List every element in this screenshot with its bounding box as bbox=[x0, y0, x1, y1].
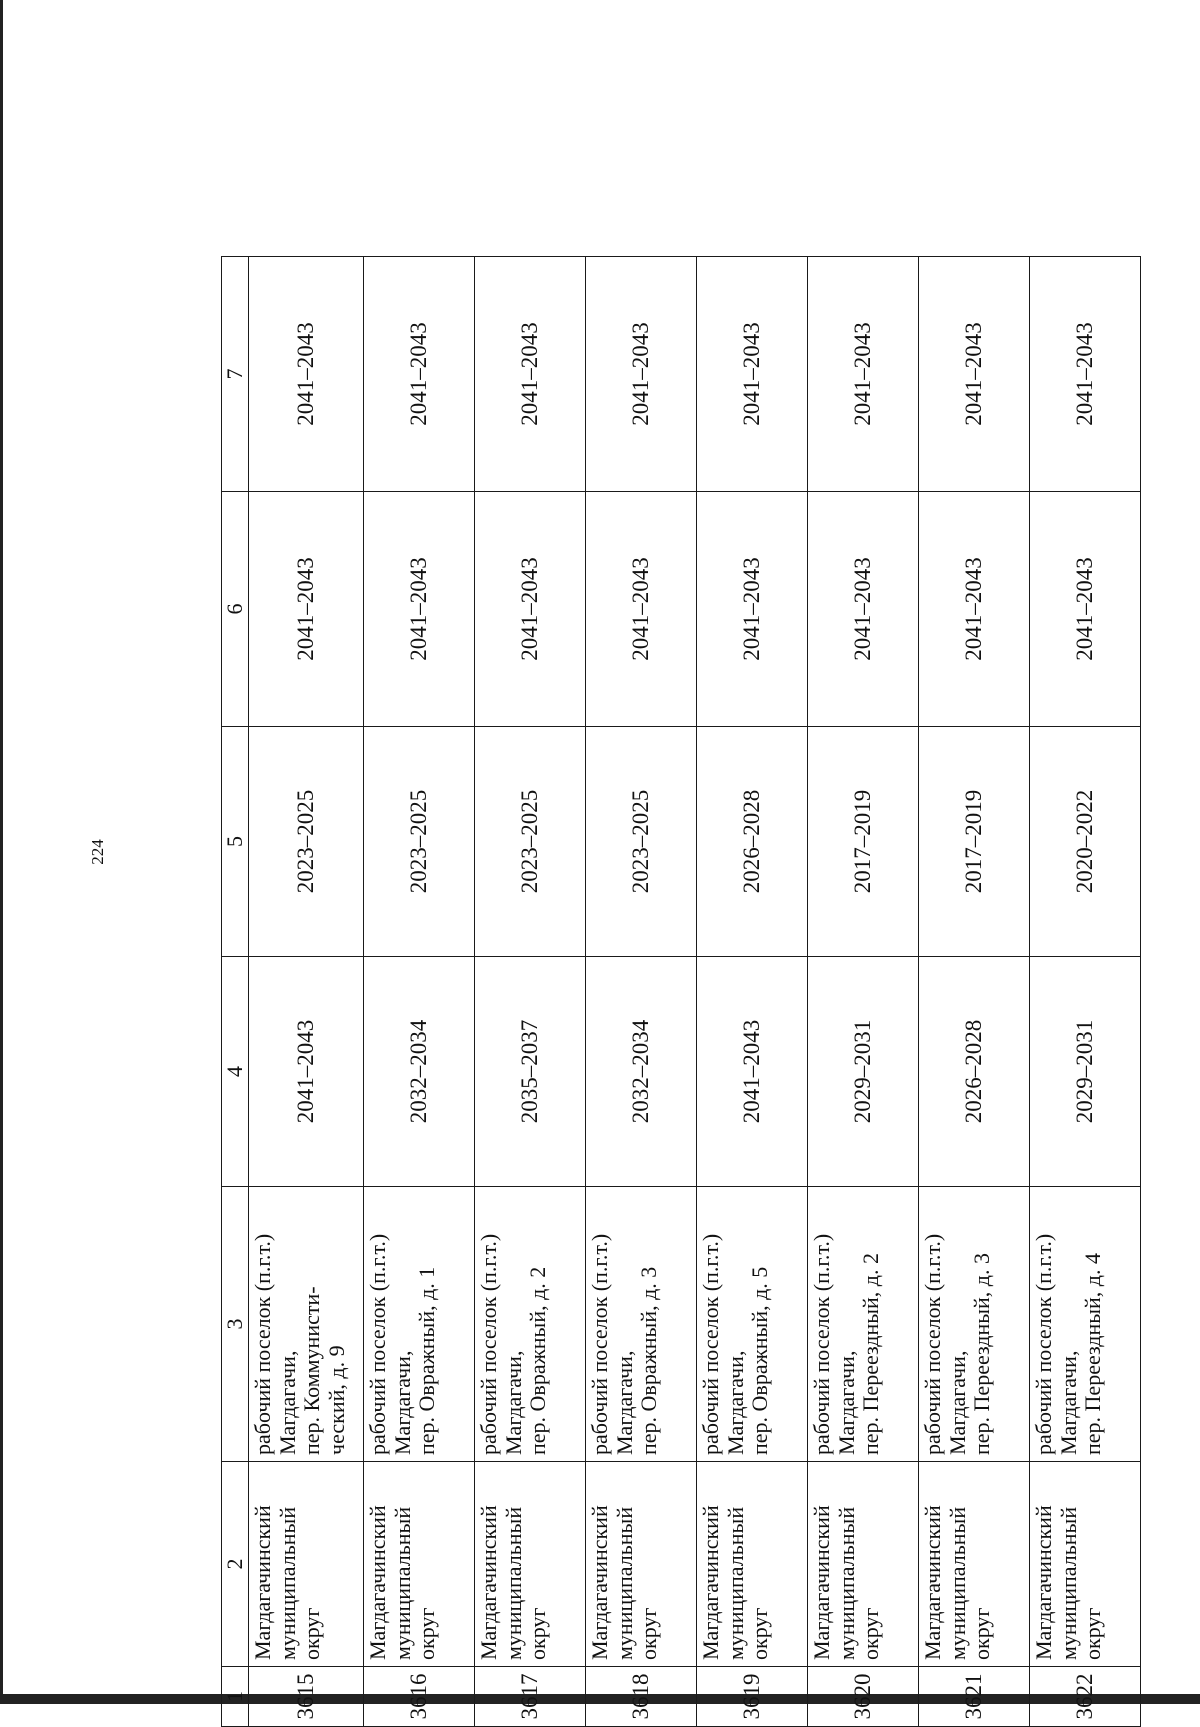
period-cell-6: 2041–2043 bbox=[696, 492, 807, 727]
period-cell-7: 2041–2043 bbox=[249, 257, 364, 492]
district-line: муниципальный bbox=[944, 1506, 970, 1660]
period-cell-4: 2041–2043 bbox=[696, 957, 807, 1187]
header-cell-5: 5 bbox=[222, 727, 249, 957]
period-cell-5: 2020–2022 bbox=[1029, 727, 1140, 957]
row-number-cell: 3619 bbox=[696, 1667, 807, 1727]
period-cell-7: 2041–2043 bbox=[474, 257, 585, 492]
period-cell-4: 2035–2037 bbox=[474, 957, 585, 1187]
period-cell-4: 2029–2031 bbox=[807, 957, 918, 1187]
district-line: Магдагачинский bbox=[364, 1505, 390, 1660]
period-cell-4: 2032–2034 bbox=[585, 957, 696, 1187]
period-cell-5: 2023–2025 bbox=[474, 727, 585, 957]
district-line: округ bbox=[858, 1607, 884, 1660]
district-line: Магдагачинский bbox=[586, 1505, 612, 1660]
address-cell bbox=[807, 1187, 918, 1462]
period-cell-5: 2023–2025 bbox=[363, 727, 474, 957]
period-cell-7: 2041–2043 bbox=[585, 257, 696, 492]
table-row bbox=[474, 257, 585, 1727]
address-cell bbox=[363, 1187, 474, 1462]
address-line: пер. Овражный, д. 2 bbox=[525, 1266, 551, 1455]
period-cell-7: 2041–2043 bbox=[696, 257, 807, 492]
period-cell-6: 2041–2043 bbox=[474, 492, 585, 727]
address-line: Магдагачи, bbox=[389, 1350, 415, 1455]
address-cell bbox=[474, 1187, 585, 1462]
address-line: рабочий поселок (п.г.т.) bbox=[808, 1233, 834, 1455]
address-line: пер. Переездный, д. 2 bbox=[858, 1253, 884, 1455]
address-line: рабочий поселок (п.г.т.) bbox=[1030, 1233, 1056, 1455]
address-line: рабочий поселок (п.г.т.) bbox=[364, 1233, 390, 1455]
header-cell-1: 1 bbox=[222, 1667, 249, 1727]
address-line: Магдагачи, bbox=[944, 1350, 970, 1455]
address-line: Магдагачи, bbox=[833, 1350, 859, 1455]
row-number-cell: 3622 bbox=[1029, 1667, 1140, 1727]
district-cell bbox=[696, 1462, 807, 1667]
district-line: муниципальный bbox=[389, 1506, 415, 1660]
period-cell-5: 2017–2019 bbox=[807, 727, 918, 957]
table-row bbox=[918, 257, 1029, 1727]
table-row bbox=[1029, 257, 1140, 1727]
address-cell bbox=[585, 1187, 696, 1462]
period-cell-7: 2041–2043 bbox=[918, 257, 1029, 492]
district-line: Магдагачинский bbox=[697, 1505, 723, 1660]
table-row bbox=[807, 257, 918, 1727]
header-cell-6: 6 bbox=[222, 492, 249, 727]
address-cell bbox=[249, 1187, 364, 1462]
address-cell bbox=[1029, 1187, 1140, 1462]
row-number-cell: 3616 bbox=[363, 1667, 474, 1727]
period-cell-4: 2026–2028 bbox=[918, 957, 1029, 1187]
period-cell-5: 2023–2025 bbox=[249, 727, 364, 957]
period-cell-7: 2041–2043 bbox=[1029, 257, 1140, 492]
period-cell-5: 2026–2028 bbox=[696, 727, 807, 957]
table-row bbox=[696, 257, 807, 1727]
address-line: пер. Коммунисти- bbox=[299, 1286, 325, 1455]
period-cell-4: 2029–2031 bbox=[1029, 957, 1140, 1187]
period-cell-7: 2041–2043 bbox=[807, 257, 918, 492]
row-number-cell: 3621 bbox=[918, 1667, 1029, 1727]
address-cell bbox=[696, 1187, 807, 1462]
district-line: Магдагачинский bbox=[250, 1505, 275, 1660]
page-number: 224 bbox=[88, 839, 107, 865]
header-cell-4: 4 bbox=[222, 957, 249, 1187]
scan-edge-left bbox=[0, 0, 3, 1704]
period-cell-6: 2041–2043 bbox=[363, 492, 474, 727]
address-line: рабочий поселок (п.г.т.) bbox=[475, 1233, 501, 1455]
period-cell-4: 2041–2043 bbox=[249, 957, 364, 1187]
district-cell bbox=[918, 1462, 1029, 1667]
district-line: округ bbox=[299, 1607, 325, 1660]
row-number-cell: 3618 bbox=[585, 1667, 696, 1727]
address-line: Магдагачи, bbox=[722, 1350, 748, 1455]
district-line: муниципальный bbox=[611, 1506, 637, 1660]
district-line: округ bbox=[414, 1607, 440, 1660]
header-cell-7: 7 bbox=[222, 257, 249, 492]
row-number-cell: 3615 bbox=[249, 1667, 364, 1727]
table-row bbox=[249, 257, 364, 1727]
schedule-table bbox=[221, 256, 1141, 1727]
address-line: рабочий поселок (п.г.т.) bbox=[586, 1233, 612, 1455]
district-line: округ bbox=[636, 1607, 662, 1660]
row-number-cell: 3617 bbox=[474, 1667, 585, 1727]
address-line: пер. Овражный, д. 3 bbox=[636, 1266, 662, 1455]
district-line: Магдагачинский bbox=[919, 1505, 945, 1660]
address-line: пер. Овражный, д. 5 bbox=[747, 1266, 773, 1455]
district-line: муниципальный bbox=[833, 1506, 859, 1660]
address-line: пер. Переездный, д. 3 bbox=[969, 1253, 995, 1455]
district-cell bbox=[585, 1462, 696, 1667]
address-line: Магдагачи, bbox=[611, 1350, 637, 1455]
district-cell bbox=[249, 1462, 364, 1667]
district-cell bbox=[363, 1462, 474, 1667]
district-line: округ bbox=[969, 1607, 995, 1660]
table-row bbox=[585, 257, 696, 1727]
header-cell-3: 3 bbox=[222, 1187, 249, 1462]
district-cell bbox=[1029, 1462, 1140, 1667]
address-line: Магдагачи, bbox=[274, 1350, 300, 1455]
table-body bbox=[249, 257, 1141, 1727]
period-cell-5: 2023–2025 bbox=[585, 727, 696, 957]
period-cell-4: 2032–2034 bbox=[363, 957, 474, 1187]
district-line: округ bbox=[747, 1607, 773, 1660]
district-line: Магдагачинский bbox=[1030, 1505, 1056, 1660]
period-cell-6: 2041–2043 bbox=[585, 492, 696, 727]
address-line: рабочий поселок (п.г.т.) bbox=[919, 1233, 945, 1455]
address-cell bbox=[918, 1187, 1029, 1462]
address-line: пер. Переездный, д. 4 bbox=[1080, 1253, 1106, 1455]
address-line: ческий, д. 9 bbox=[323, 1345, 349, 1455]
district-line: Магдагачинский bbox=[808, 1505, 834, 1660]
district-cell bbox=[807, 1462, 918, 1667]
district-line: округ bbox=[1080, 1607, 1106, 1660]
table-container bbox=[221, 257, 1141, 1727]
header-cell-2: 2 bbox=[222, 1462, 249, 1667]
district-line: округ bbox=[525, 1607, 551, 1660]
period-cell-7: 2041–2043 bbox=[363, 257, 474, 492]
address-line: рабочий поселок (п.г.т.) bbox=[697, 1233, 723, 1455]
period-cell-6: 2041–2043 bbox=[807, 492, 918, 727]
district-line: муниципальный bbox=[274, 1506, 300, 1660]
address-line: рабочий поселок (п.г.т.) bbox=[250, 1233, 275, 1455]
district-line: муниципальный bbox=[1055, 1506, 1081, 1660]
district-line: Магдагачинский bbox=[475, 1505, 501, 1660]
district-line: муниципальный bbox=[722, 1506, 748, 1660]
address-line: Магдагачи, bbox=[1055, 1350, 1081, 1455]
period-cell-6: 2041–2043 bbox=[1029, 492, 1140, 727]
header-row bbox=[222, 257, 249, 1727]
period-cell-5: 2017–2019 bbox=[918, 727, 1029, 957]
period-cell-6: 2041–2043 bbox=[918, 492, 1029, 727]
district-cell bbox=[474, 1462, 585, 1667]
table-row bbox=[363, 257, 474, 1727]
address-line: пер. Овражный, д. 1 bbox=[414, 1266, 440, 1455]
district-line: муниципальный bbox=[500, 1506, 526, 1660]
address-line: Магдагачи, bbox=[500, 1350, 526, 1455]
row-number-cell: 3620 bbox=[807, 1667, 918, 1727]
period-cell-6: 2041–2043 bbox=[249, 492, 364, 727]
